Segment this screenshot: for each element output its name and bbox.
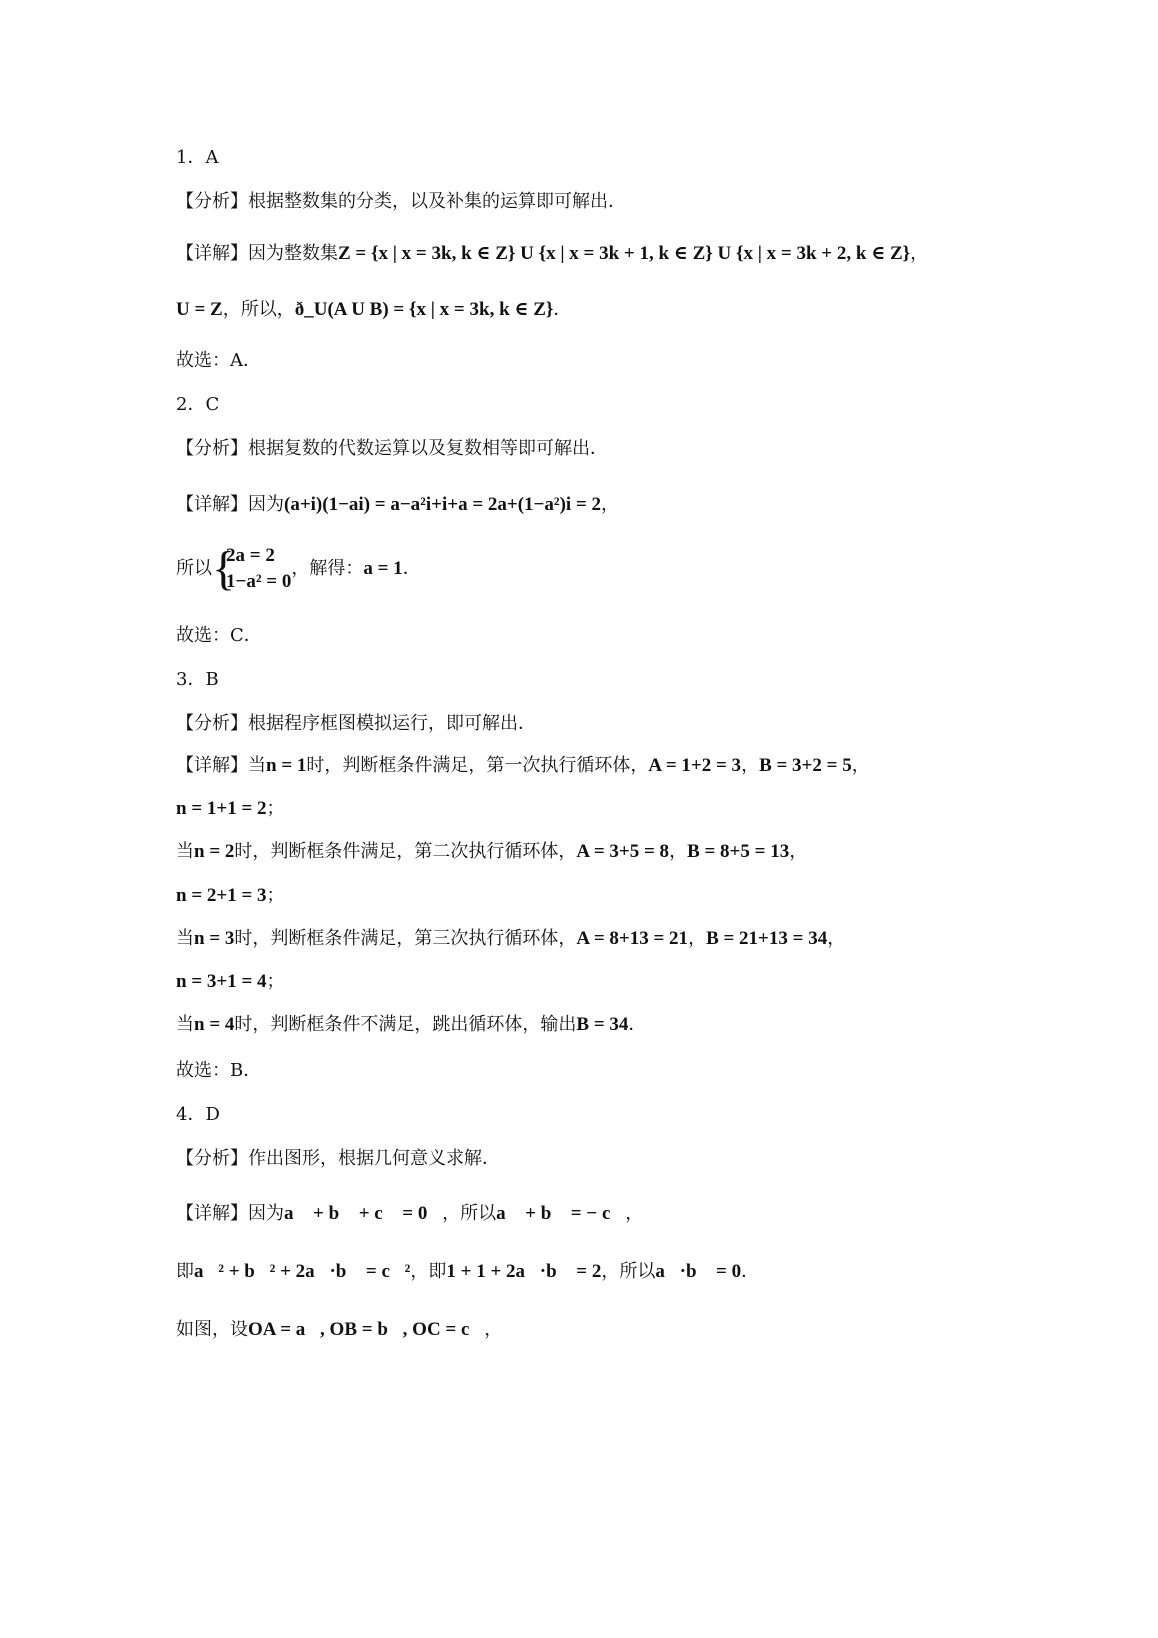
- q4-line2-formula2: 1 + 1 + 2a⃗·b⃗ = 2: [446, 1261, 602, 1282]
- q3-step3-end: ，: [827, 928, 846, 949]
- q4-detail-formula1: a⃗ + b⃗ + c⃗ = 0⃗: [284, 1203, 443, 1224]
- q4-detail-mid: ，所以: [442, 1203, 497, 1224]
- q1-detail: [176, 242, 928, 266]
- q2-detail-end: ，: [601, 494, 620, 515]
- q3-step3-prefix: 当: [176, 928, 194, 949]
- q1-detail-formula: Z = {x | x = 3k, k ∈ Z} U {x | x = 3k + 1, k ∈ Z} U {x | x = 3k + 2, k ∈ Z}: [338, 243, 911, 264]
- q3-step3-next: n = 3+1 = 4: [176, 971, 267, 992]
- q3-step2-next-line: [176, 884, 285, 908]
- q4-fig-prefix: 如图，设: [176, 1319, 248, 1340]
- q2-detail-prefix: 【详解】因为: [176, 494, 284, 515]
- q3-step1-next: n = 1+1 = 2: [176, 798, 267, 819]
- q3-step1-sep: ，: [741, 755, 760, 776]
- q3-step2-next: n = 2+1 = 3: [176, 885, 267, 906]
- q3-step4-b: B = 34: [576, 1014, 629, 1035]
- q4-line2-mid1: ，即: [410, 1261, 447, 1282]
- q3-answer: 3．B: [176, 669, 219, 690]
- q1-detail-end: ，: [910, 243, 929, 264]
- q4-detail-end: ，: [625, 1203, 644, 1224]
- q3-step2: [176, 840, 807, 864]
- q3-step3-next-line: [176, 970, 285, 994]
- q4-line2-end: ．: [741, 1261, 760, 1282]
- q3-step1-b: B = 3+2 = 5: [759, 755, 852, 776]
- q3-step2-a: A = 3+5 = 8: [576, 841, 670, 862]
- q4-figure-line: [176, 1318, 502, 1342]
- q4-fig-formula: OA = a⃗, OB = b⃗, OC = c⃗: [248, 1319, 485, 1340]
- q4-detail-prefix: 【详解】因为: [176, 1203, 284, 1224]
- q3-step2-n: n = 2: [194, 841, 235, 862]
- q2-equation-system: [212, 543, 291, 595]
- q1-line2-formula-a: U = Z: [176, 299, 223, 320]
- q3-step4-prefix: 当: [176, 1014, 194, 1035]
- q2-system-row1: 2a = 2: [226, 545, 275, 566]
- q2-detail-formula: (a+i)(1−ai) = a−a²i+i+a = 2a+(1−a²)i = 2: [284, 494, 602, 515]
- q2-solve-end: ．: [402, 558, 421, 579]
- q4-fig-end: ，: [484, 1319, 503, 1340]
- q3-analysis: 【分析】根据程序框图模拟运行，即可解出．: [176, 713, 536, 734]
- q3-step3-b: B = 21+13 = 34: [706, 928, 828, 949]
- q3-step3-text: 时，判断框条件满足，第三次执行循环体，: [234, 928, 577, 949]
- q1-choice: 故选：A．: [176, 350, 261, 371]
- q2-system-line: [176, 543, 421, 595]
- q3-step3-n: n = 3: [194, 928, 235, 949]
- q1-analysis: 【分析】根据整数集的分类，以及补集的运算即可解出．: [176, 191, 626, 212]
- q1-line2-text: ，所以，: [222, 299, 295, 320]
- q3-step2-b: B = 8+5 = 13: [687, 841, 790, 862]
- q3-step4-n: n = 4: [194, 1014, 235, 1035]
- q3-step3-a: A = 8+13 = 21: [576, 928, 689, 949]
- q4-line2-mid2: ，所以: [601, 1261, 656, 1282]
- q1-line2: [176, 298, 571, 322]
- q3-step4-end: ．: [628, 1014, 647, 1035]
- q4-detail: [176, 1202, 643, 1226]
- q4-line2-prefix: 即: [176, 1261, 194, 1282]
- q2-system-row2: 1−a² = 0: [226, 571, 292, 592]
- q3-choice: 故选：B．: [176, 1060, 262, 1081]
- brace-icon: {: [212, 542, 236, 595]
- q3-step2-prefix: 当: [176, 841, 194, 862]
- q4-line2-formula1: a⃗² + b⃗² + 2a⃗·b⃗ = c⃗²: [194, 1261, 411, 1282]
- q3-step4-text: 时，判断框条件不满足，跳出循环体，输出: [234, 1014, 577, 1035]
- q1-detail-prefix: 【详解】因为整数集: [176, 243, 338, 264]
- q4-answer: 4．D: [176, 1104, 220, 1125]
- q4-detail-formula2: a⃗ + b⃗ = − c⃗: [496, 1203, 626, 1224]
- q3-step2-sep: ，: [669, 841, 688, 862]
- q3-step2-text: 时，判断框条件满足，第二次执行循环体，: [234, 841, 577, 862]
- q3-step1-end: ，: [851, 755, 870, 776]
- q2-answer: 2．C: [176, 394, 220, 415]
- q4-line2-formula3: a⃗·b⃗ = 0: [655, 1261, 742, 1282]
- q3-step1-prefix: 【详解】当: [176, 755, 266, 776]
- q1-line2-end: ．: [553, 299, 572, 320]
- q3-step3-sep: ，: [688, 928, 707, 949]
- q4-line2: [176, 1260, 759, 1284]
- q3-step1-n: n = 1: [266, 755, 307, 776]
- q3-step4: [176, 1013, 646, 1037]
- q2-analysis: 【分析】根据复数的代数运算以及复数相等即可解出．: [176, 438, 608, 459]
- q3-step1: [176, 754, 870, 778]
- q2-choice: 故选：C．: [176, 625, 262, 646]
- q4-analysis: 【分析】作出图形，根据几何意义求解．: [176, 1148, 500, 1169]
- q2-so-prefix: 所以: [176, 558, 212, 579]
- q3-step1-next-end: ；: [266, 798, 285, 819]
- q3-step2-next-end: ；: [266, 885, 285, 906]
- q3-step3-next-end: ；: [266, 971, 285, 992]
- q1-line2-formula-b: ð_U(A U B) = {x | x = 3k, k ∈ Z}: [294, 299, 554, 320]
- q1-answer: 1．A: [176, 147, 219, 168]
- q2-detail: [176, 493, 619, 517]
- q3-step1-text: 时，判断框条件满足，第一次执行循环体，: [306, 755, 649, 776]
- q2-solve-text: ，解得：: [291, 558, 364, 579]
- q3-step2-end: ，: [789, 841, 808, 862]
- q3-step1-a: A = 1+2 = 3: [648, 755, 742, 776]
- q3-step1-next-line: [176, 797, 285, 821]
- q2-solve-formula: a = 1: [363, 558, 403, 579]
- q3-step3: [176, 927, 845, 951]
